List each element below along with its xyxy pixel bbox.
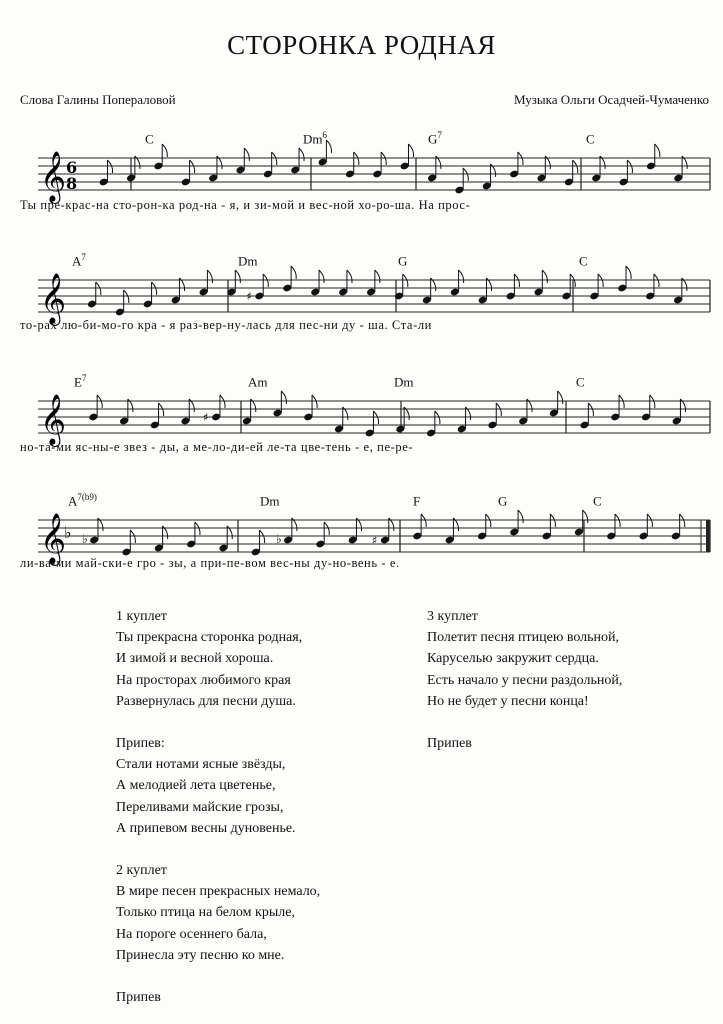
note-flag [459, 270, 464, 283]
final-barline [706, 520, 710, 552]
note-flag [375, 270, 380, 283]
chord-symbol: C [579, 253, 588, 269]
verse-line: А припевом весны дуновенье. [116, 820, 296, 836]
verse-line: И зимой и весной хороша. [116, 651, 274, 667]
verse-line: Припев [427, 736, 472, 752]
sharp-icon: ♯ [203, 411, 209, 424]
chord-symbol: C [576, 374, 585, 390]
chord-symbol: $A^{7(b9)}$ [68, 492, 97, 509]
treble-clef-icon: 𝄞 [40, 273, 67, 324]
chord-symbol: $A^7$ [72, 252, 86, 269]
chord-symbol: $E^7$ [74, 373, 87, 390]
chord-symbol: Dm$^6$ [303, 130, 327, 147]
sharp-icon: ♯ [372, 534, 378, 547]
verse-line [427, 712, 622, 733]
staff-system-1 [38, 130, 710, 240]
verse-line: А мелодией лета цветенье, [116, 778, 276, 794]
verse-line: На пороге осеннего бала, [116, 926, 267, 942]
note-flag [319, 270, 324, 283]
treble-clef-icon: 𝄞 [40, 394, 67, 445]
composer-credit: Музыка Ольги Осадчей-Чумаченко [514, 92, 709, 107]
verse-line: Припев: [116, 736, 165, 752]
verse-line: Развернулась для песни душа. [116, 693, 296, 709]
note-flag [408, 144, 413, 157]
verse-line: На просторах любимого края [116, 672, 291, 688]
verse-line: Каруселью закружит сердца. [427, 651, 599, 667]
verse-line: Принесла эту песню ко мне. [116, 947, 285, 963]
chord-symbol: Dm [260, 493, 280, 509]
chord-symbol: C [145, 131, 154, 147]
verse-line: Но не будет у песни конца! [427, 693, 589, 709]
verse-line: 3 куплет [427, 609, 478, 624]
chord-symbol: F [413, 493, 421, 509]
note-flag [326, 140, 331, 153]
note-flag [281, 391, 286, 404]
note-flag [207, 270, 212, 283]
chord-symbol: G [398, 253, 408, 269]
sharp-icon: ♯ [246, 290, 252, 303]
note-flag [518, 510, 523, 523]
verse-line: Полетит песня птицею вольной, [427, 630, 620, 646]
flat-icon: ♭ [82, 532, 88, 546]
lyrics-line-4: ли-ва-ми май-ски-е гро - зы, а при-пе-вом вес-ны ду-но-вень - е. [20, 556, 400, 570]
time-signature-top-icon: 6 [66, 158, 78, 177]
note-flag [244, 148, 249, 161]
chord-symbol: G [498, 493, 508, 509]
verse-line [116, 712, 320, 733]
lyricist-credit: Слова Галины Попераловой [20, 92, 176, 107]
note-flag [347, 270, 352, 283]
chord-symbol: C [593, 493, 602, 509]
chord-symbol: $G^7$ [428, 130, 442, 147]
note-flag [299, 148, 304, 161]
verse-line [116, 966, 320, 987]
note-flag [291, 266, 296, 279]
staff-system-2 [38, 252, 710, 362]
page-title: СТОРОНКА РОДНАЯ [227, 30, 496, 60]
verse-line: Стали нотами ясные звёзды, [116, 757, 286, 773]
verses-right-column [427, 606, 622, 754]
verse-line: Переливами майские грозы, [116, 799, 284, 815]
note-flag [626, 266, 631, 279]
staff-system-3 [38, 373, 710, 483]
verse-line: Припев [116, 990, 161, 1006]
chord-symbol: C [586, 131, 595, 147]
verse-line: Ты прекрасна сторонка родная, [116, 630, 303, 646]
flat-icon: ♭ [276, 532, 282, 546]
lyrics-line-1: Ты пре-крас-на сто-рон-ка род-на - я, и зи-мой и вес-ной хо-ро-ша. На прос- [20, 198, 471, 212]
chord-symbol: Dm [238, 253, 258, 269]
note-flag [162, 144, 167, 157]
note-flag [655, 144, 660, 157]
verse-line: 2 куплет [116, 863, 167, 879]
time-signature-bottom-icon: 8 [66, 174, 78, 193]
treble-clef-icon: 𝄞 [40, 151, 67, 202]
verse-line: 1 куплет [116, 609, 167, 624]
chord-symbol: Dm [394, 374, 414, 390]
chord-symbol: Am [248, 374, 268, 390]
note-flag [235, 270, 240, 283]
verse-line: Только птица на белом крыле, [116, 905, 295, 921]
key-flat-icon: ♭ [64, 523, 72, 542]
note-flag [542, 270, 547, 283]
verse-line [116, 839, 320, 860]
lyrics-line-3: но-та-ми яс-ны-е звез - ды, а ме-ло-ди-ей ле-та цве-тень - е, пе-ре- [20, 440, 414, 454]
lyrics-line-2: то-рах лю-би-мо-го кра - я раз-вер-ну-лась для пес-ни ду - ша. Ста-ли [20, 318, 432, 332]
note-flag [558, 391, 563, 404]
treble-clef-icon: 𝄞 [40, 513, 67, 564]
verse-line: В мире песен прекрасных немало, [116, 884, 321, 900]
staff-system-4 [38, 492, 710, 602]
verses-left-column [116, 606, 320, 1008]
verse-line: Есть начало у песни раздольной, [427, 672, 623, 688]
